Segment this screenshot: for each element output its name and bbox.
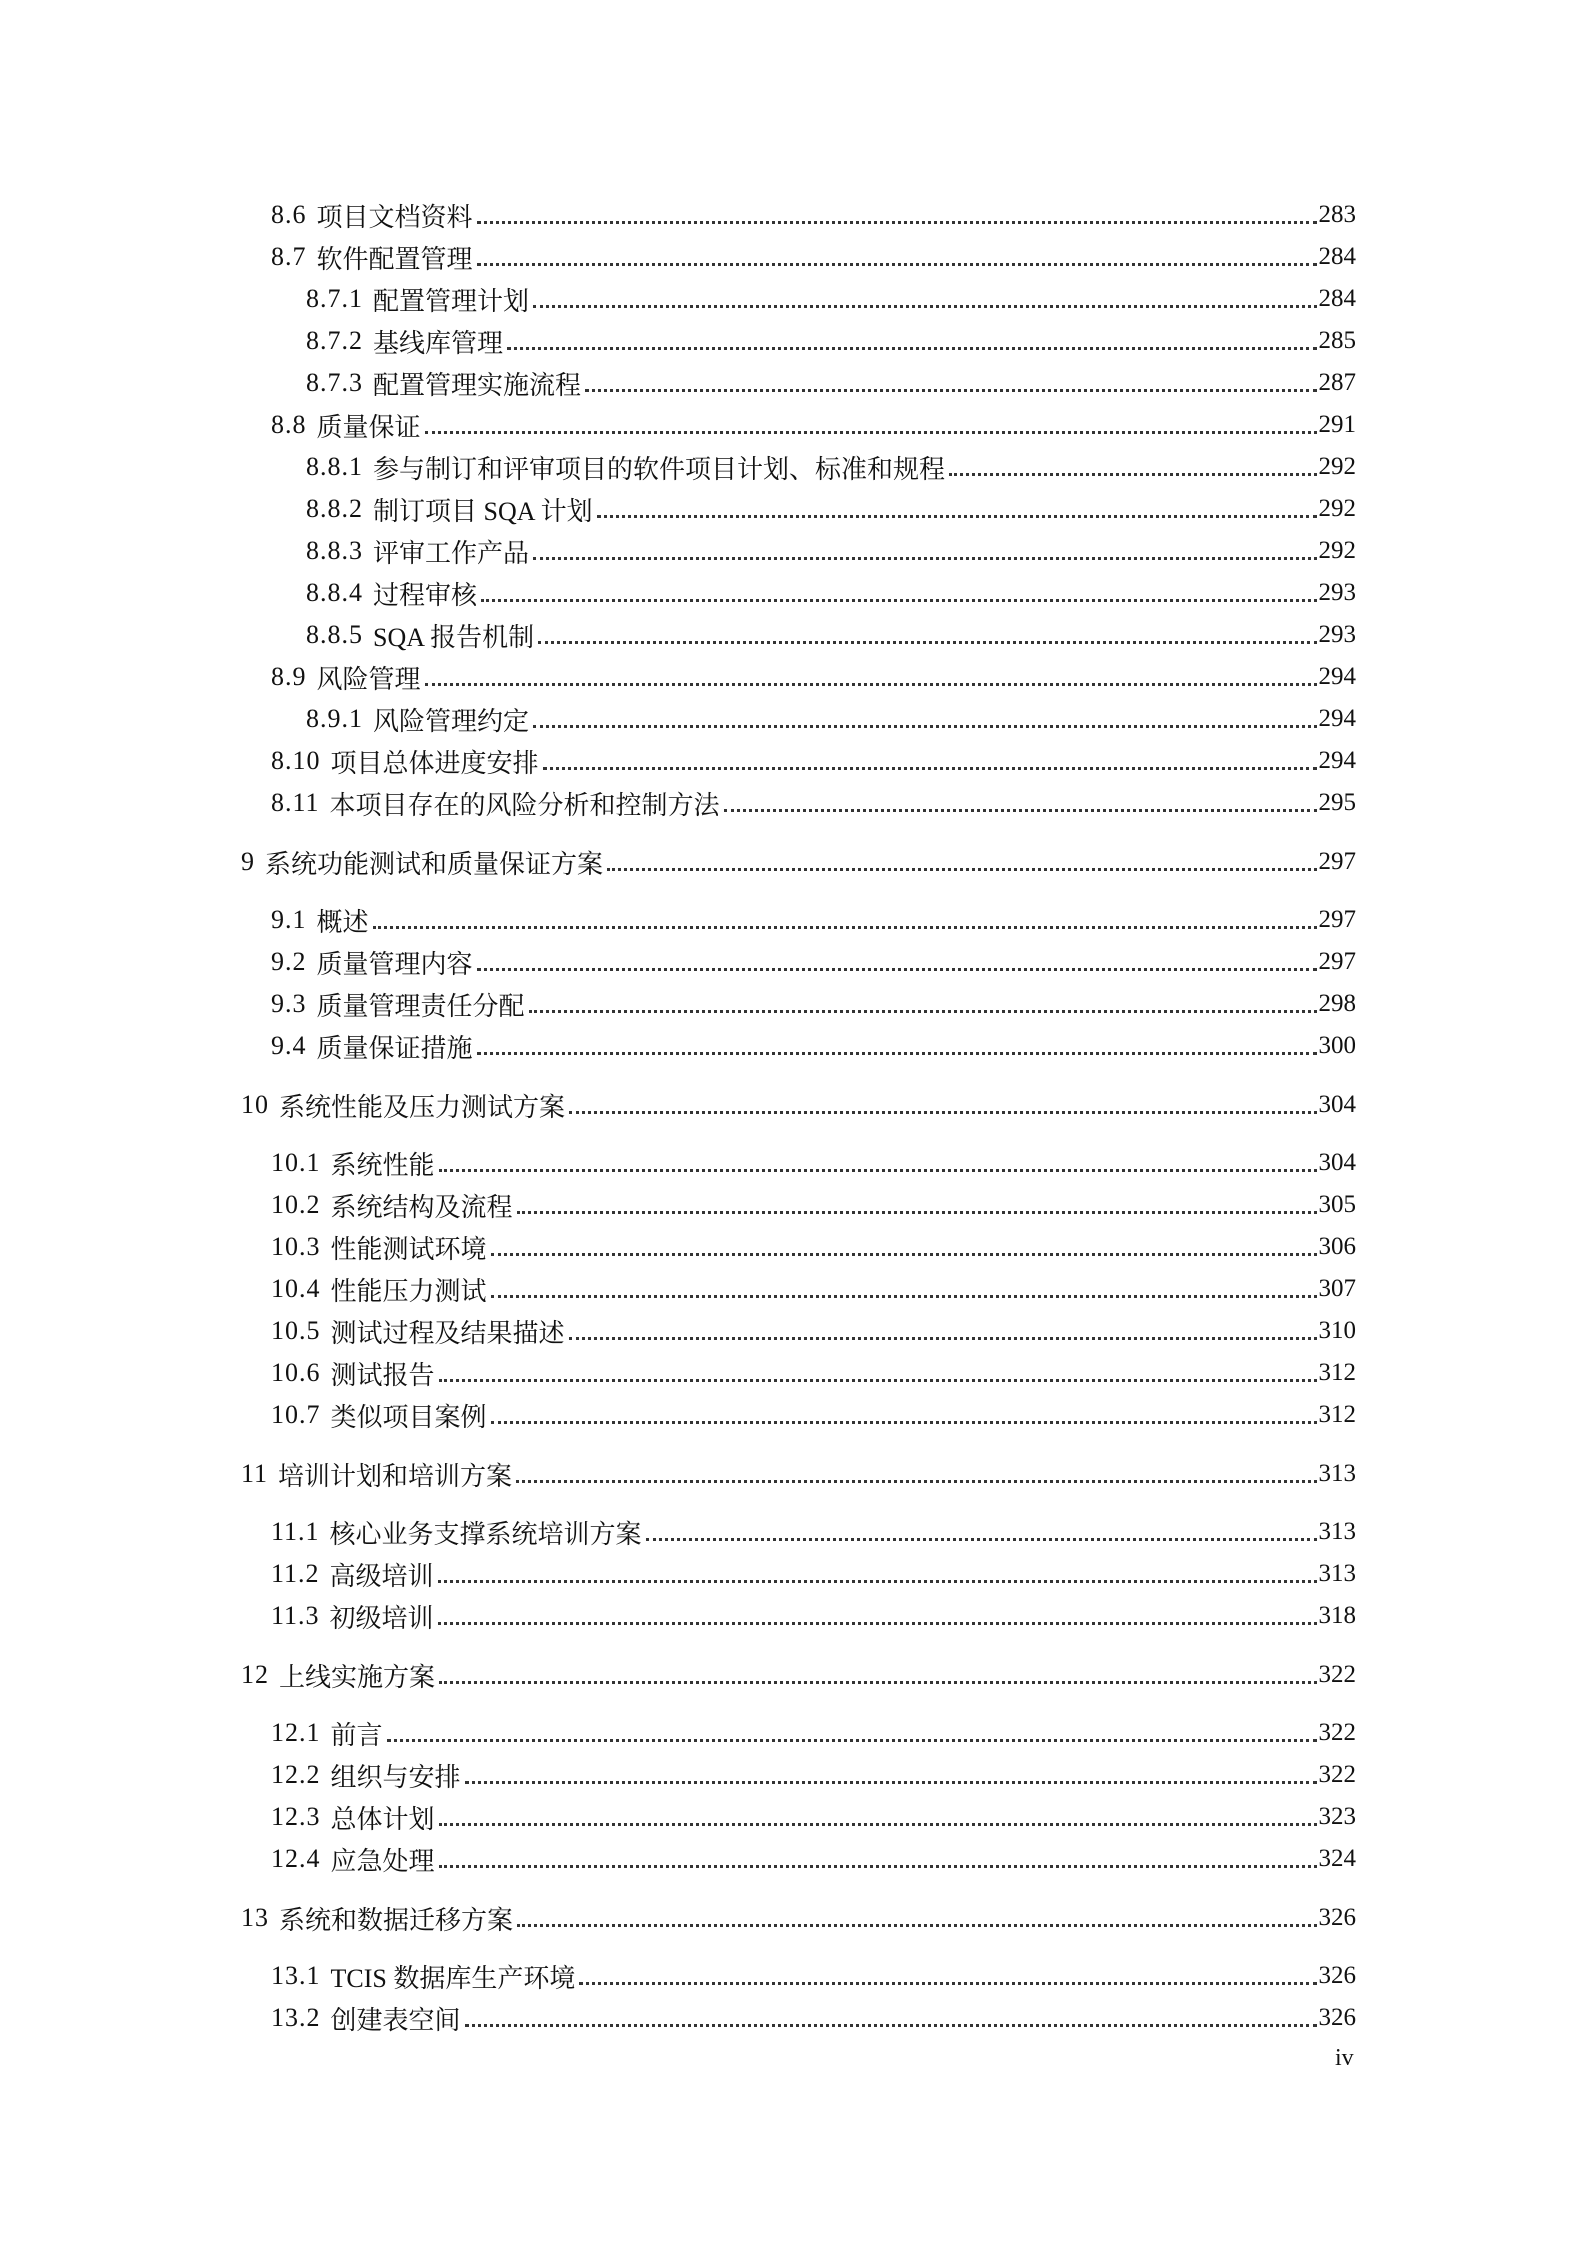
toc-entry-page: 294: [1318, 663, 1356, 690]
toc-entry[interactable]: [0, 1955, 1356, 1997]
toc-entry-page: 313: [1318, 1560, 1356, 1587]
toc-chapter-entry[interactable]: [0, 1084, 1356, 1126]
toc-entry[interactable]: [0, 1352, 1356, 1394]
toc-entry-page: 294: [1318, 747, 1356, 774]
toc-entry-title: 初级培训: [329, 1603, 434, 1633]
toc-entry-page: 306: [1318, 1233, 1356, 1260]
toc-entry-title: 创建表空间: [330, 2005, 461, 2035]
toc-entry-title: 核心业务支撑系统培训方案: [329, 1519, 642, 1549]
toc-chapter-entry[interactable]: [0, 1897, 1356, 1939]
toc-entry-page: 312: [1318, 1401, 1356, 1428]
toc-entry-title: 软件配置管理: [316, 244, 473, 274]
toc-entry-title: 前言: [330, 1720, 383, 1750]
toc-entry[interactable]: [0, 446, 1356, 488]
toc-entry-number: 8.7: [271, 242, 307, 271]
toc-entry-title: TCIS 数据库生产环境: [330, 1963, 576, 1993]
dot-leader: [477, 221, 1317, 224]
toc-entry-number: 13.2: [271, 2003, 321, 2032]
toc-entry[interactable]: [0, 782, 1356, 824]
toc-entry[interactable]: [0, 656, 1356, 698]
toc-entry[interactable]: [0, 1142, 1356, 1184]
toc-entry-title: 测试报告: [330, 1360, 435, 1390]
toc-entry-page: 322: [1318, 1761, 1356, 1788]
toc-entry[interactable]: [0, 362, 1356, 404]
toc-entry-number: 10.6: [271, 1358, 321, 1387]
toc-entry-page: 297: [1318, 848, 1356, 875]
toc-entry[interactable]: [0, 740, 1356, 782]
toc-entry-page: 322: [1318, 1719, 1356, 1746]
toc-entry-number: 8.7.3: [306, 368, 363, 397]
toc-entry[interactable]: [0, 488, 1356, 530]
toc-entry-number: 9.3: [271, 989, 307, 1018]
toc-entry[interactable]: [0, 1025, 1356, 1067]
dot-leader: [465, 2024, 1317, 2027]
toc-entry[interactable]: [0, 1511, 1356, 1553]
toc-entry-page: 322: [1318, 1661, 1356, 1688]
toc-entry-title: 本项目存在的风险分析和控制方法: [329, 790, 720, 820]
toc-entry-title: 测试过程及结果描述: [330, 1318, 565, 1348]
toc-entry[interactable]: [0, 1310, 1356, 1352]
toc-entry-title: 项目文档资料: [316, 202, 473, 232]
dot-leader: [387, 1739, 1317, 1742]
toc-entry-page: 293: [1318, 579, 1356, 606]
toc-entry-number: 8.7.1: [306, 284, 363, 313]
toc-entry[interactable]: [0, 278, 1356, 320]
dot-leader: [569, 1111, 1316, 1114]
toc-entry-page: 298: [1318, 990, 1356, 1017]
toc-entry-title: 基线库管理: [373, 328, 504, 358]
toc-entry-title: 过程审核: [373, 580, 478, 610]
dot-leader: [516, 1480, 1316, 1483]
toc-entry-title: 制订项目 SQA 计划: [373, 496, 593, 526]
toc-entry-page: 305: [1318, 1191, 1356, 1218]
toc-entry-number: 8.8: [271, 410, 307, 439]
toc-entry[interactable]: [0, 1838, 1356, 1880]
dot-leader: [465, 1781, 1317, 1784]
toc-entry-page: 326: [1318, 1904, 1356, 1931]
toc-chapter-entry[interactable]: [0, 841, 1356, 883]
toc-entry-title: 性能测试环境: [330, 1234, 487, 1264]
toc-entry-title: 组织与安排: [330, 1762, 461, 1792]
toc-chapter-entry[interactable]: [0, 1453, 1356, 1495]
dot-leader: [597, 515, 1317, 518]
toc-entry-number: 12.4: [271, 1844, 321, 1873]
toc-entry-page: 292: [1318, 537, 1356, 564]
toc-entry-page: 283: [1318, 201, 1356, 228]
dot-leader: [517, 1211, 1317, 1214]
toc-entry-title: 系统性能: [330, 1150, 435, 1180]
toc-entry-number: 8.8.2: [306, 494, 363, 523]
toc-entry-number: 10.2: [271, 1190, 321, 1219]
dot-leader: [529, 1010, 1317, 1013]
toc-entry-number: 11.3: [271, 1601, 320, 1630]
toc-entry[interactable]: [0, 1226, 1356, 1268]
toc-entry-number: 8.9: [271, 662, 307, 691]
toc-entry-title: 系统结构及流程: [330, 1192, 513, 1222]
toc-entry-number: 12.2: [271, 1760, 321, 1789]
dot-leader: [491, 1253, 1317, 1256]
toc-entry-page: 300: [1318, 1032, 1356, 1059]
toc-entry-number: 13: [241, 1903, 269, 1932]
dot-leader: [373, 926, 1317, 929]
dot-leader: [533, 305, 1316, 308]
toc-entry-title: 配置管理计划: [373, 286, 530, 316]
toc-entry-number: 10.7: [271, 1400, 321, 1429]
toc-entry-number: 11: [241, 1459, 269, 1488]
toc-entry-page: 295: [1318, 789, 1356, 816]
toc-entry[interactable]: [0, 1268, 1356, 1310]
dot-leader: [477, 263, 1317, 266]
toc-entry-page: 293: [1318, 621, 1356, 648]
toc-entry-page: 291: [1318, 411, 1356, 438]
toc-entry-title: 系统功能测试和质量保证方案: [265, 849, 604, 879]
toc-entry-page: 284: [1318, 285, 1356, 312]
toc-entry-page: 326: [1318, 2004, 1356, 2031]
toc-entry-title: 参与制订和评审项目的软件项目计划、标准和规程: [373, 454, 946, 484]
toc-entry-title: 质量管理责任分配: [316, 991, 525, 1021]
toc-entry[interactable]: [0, 236, 1356, 278]
dot-leader: [585, 389, 1316, 392]
toc-entry-title: 风险管理: [316, 664, 421, 694]
toc-entry-number: 10.4: [271, 1274, 321, 1303]
dot-leader: [533, 725, 1316, 728]
toc-chapter-entry[interactable]: [0, 1654, 1356, 1696]
toc-entry[interactable]: [0, 572, 1356, 614]
toc-entry-page: 307: [1318, 1275, 1356, 1302]
dot-leader: [477, 968, 1317, 971]
toc-entry-page: 285: [1318, 327, 1356, 354]
toc-entry[interactable]: [0, 320, 1356, 362]
toc-entry-page: 292: [1318, 453, 1356, 480]
toc-entry[interactable]: [0, 1184, 1356, 1226]
toc-entry-number: 8.8.3: [306, 536, 363, 565]
dot-leader: [477, 1052, 1317, 1055]
toc-entry[interactable]: [0, 1595, 1356, 1637]
toc-entry-title: 高级培训: [329, 1561, 434, 1591]
toc-entry-title: 风险管理约定: [373, 706, 530, 736]
dot-leader: [425, 431, 1317, 434]
toc-entry-page: 318: [1318, 1602, 1356, 1629]
toc-entry-page: 310: [1318, 1317, 1356, 1344]
toc-entry-page: 326: [1318, 1962, 1356, 1989]
toc-entry[interactable]: [0, 530, 1356, 572]
toc-entry-number: 9: [241, 847, 255, 876]
dot-leader: [538, 641, 1316, 644]
toc-entry[interactable]: [0, 1394, 1356, 1436]
dot-leader: [439, 1169, 1317, 1172]
toc-entry-page: 313: [1318, 1460, 1356, 1487]
dot-leader: [439, 1379, 1317, 1382]
toc-entry[interactable]: [0, 1712, 1356, 1754]
toc-entry[interactable]: [0, 1553, 1356, 1595]
toc-entry-title: 项目总体进度安排: [330, 748, 539, 778]
dot-leader: [439, 1823, 1317, 1826]
toc-entry-page: 292: [1318, 495, 1356, 522]
toc-entry-number: 11.1: [271, 1517, 320, 1546]
toc-entry-page: 297: [1318, 906, 1356, 933]
toc-entry-page: 304: [1318, 1091, 1356, 1118]
toc-entry-number: 10.3: [271, 1232, 321, 1261]
toc-entry-number: 8.8.4: [306, 578, 363, 607]
toc-entry[interactable]: [0, 614, 1356, 656]
toc-entry-number: 10: [241, 1090, 269, 1119]
toc-entry-title: 质量保证措施: [316, 1033, 473, 1063]
toc-entry-page: 312: [1318, 1359, 1356, 1386]
toc-entry-number: 8.9.1: [306, 704, 363, 733]
toc-entry[interactable]: [0, 404, 1356, 446]
page-number: iv: [1335, 2045, 1354, 2071]
toc-entry-number: 9.2: [271, 947, 307, 976]
dot-leader: [543, 767, 1317, 770]
dot-leader: [439, 1865, 1317, 1868]
toc-entry[interactable]: [0, 941, 1356, 983]
toc-entry-title: 总体计划: [330, 1804, 435, 1834]
dot-leader: [491, 1421, 1317, 1424]
toc-entry-title: 系统性能及压力测试方案: [279, 1092, 566, 1122]
dot-leader: [579, 1982, 1316, 1985]
toc-entry-title: 评审工作产品: [373, 538, 530, 568]
toc-entry-title: 概述: [316, 907, 369, 937]
toc-entry-number: 9.4: [271, 1031, 307, 1060]
dot-leader: [439, 1681, 1316, 1684]
dot-leader: [507, 347, 1316, 350]
toc-entry-number: 8.8.5: [306, 620, 363, 649]
toc-entry-page: 284: [1318, 243, 1356, 270]
toc-entry-number: 11.2: [271, 1559, 320, 1588]
toc-entry-title: 上线实施方案: [279, 1662, 436, 1692]
toc-entry-number: 8.8.1: [306, 452, 363, 481]
toc-entry-number: 12: [241, 1660, 269, 1689]
toc-entry-page: 297: [1318, 948, 1356, 975]
toc-entry-number: 8.10: [271, 746, 321, 775]
toc-entry-page: 313: [1318, 1518, 1356, 1545]
toc-entry-title: 质量管理内容: [316, 949, 473, 979]
dot-leader: [517, 1924, 1316, 1927]
toc-entry[interactable]: [0, 1754, 1356, 1796]
toc-entry-page: 294: [1318, 705, 1356, 732]
toc-entry-title: SQA 报告机制: [373, 622, 535, 652]
toc-entry-page: 304: [1318, 1149, 1356, 1176]
dot-leader: [425, 683, 1317, 686]
dot-leader: [491, 1295, 1317, 1298]
dot-leader: [949, 473, 1316, 476]
table-of-contents: [0, 194, 1587, 2039]
toc-entry-title: 质量保证: [316, 412, 421, 442]
dot-leader: [438, 1580, 1317, 1583]
toc-entry[interactable]: [0, 983, 1356, 1025]
toc-entry[interactable]: [0, 1796, 1356, 1838]
toc-entry-page: 324: [1318, 1845, 1356, 1872]
toc-entry-title: 系统和数据迁移方案: [279, 1905, 514, 1935]
toc-entry[interactable]: [0, 899, 1356, 941]
dot-leader: [481, 599, 1316, 602]
toc-entry-number: 13.1: [271, 1961, 321, 1990]
toc-entry[interactable]: [0, 1997, 1356, 2039]
toc-entry-page: 323: [1318, 1803, 1356, 1830]
toc-entry-number: 12.1: [271, 1718, 321, 1747]
toc-entry-number: 8.7.2: [306, 326, 363, 355]
dot-leader: [724, 809, 1317, 812]
toc-entry-page: 287: [1318, 369, 1356, 396]
toc-entry[interactable]: [0, 194, 1356, 236]
toc-entry-title: 配置管理实施流程: [373, 370, 582, 400]
toc-entry-number: 9.1: [271, 905, 307, 934]
toc-entry-number: 8.6: [271, 200, 307, 229]
toc-entry-title: 培训计划和培训方案: [278, 1461, 513, 1491]
toc-entry[interactable]: [0, 698, 1356, 740]
dot-leader: [438, 1622, 1317, 1625]
dot-leader: [569, 1337, 1317, 1340]
dot-leader: [607, 868, 1316, 871]
toc-entry-title: 类似项目案例: [330, 1402, 487, 1432]
toc-entry-title: 应急处理: [330, 1846, 435, 1876]
toc-entry-number: 12.3: [271, 1802, 321, 1831]
toc-entry-number: 10.5: [271, 1316, 321, 1345]
toc-entry-number: 10.1: [271, 1148, 321, 1177]
toc-entry-number: 8.11: [271, 788, 320, 817]
dot-leader: [646, 1538, 1317, 1541]
dot-leader: [533, 557, 1316, 560]
toc-entry-title: 性能压力测试: [330, 1276, 487, 1306]
